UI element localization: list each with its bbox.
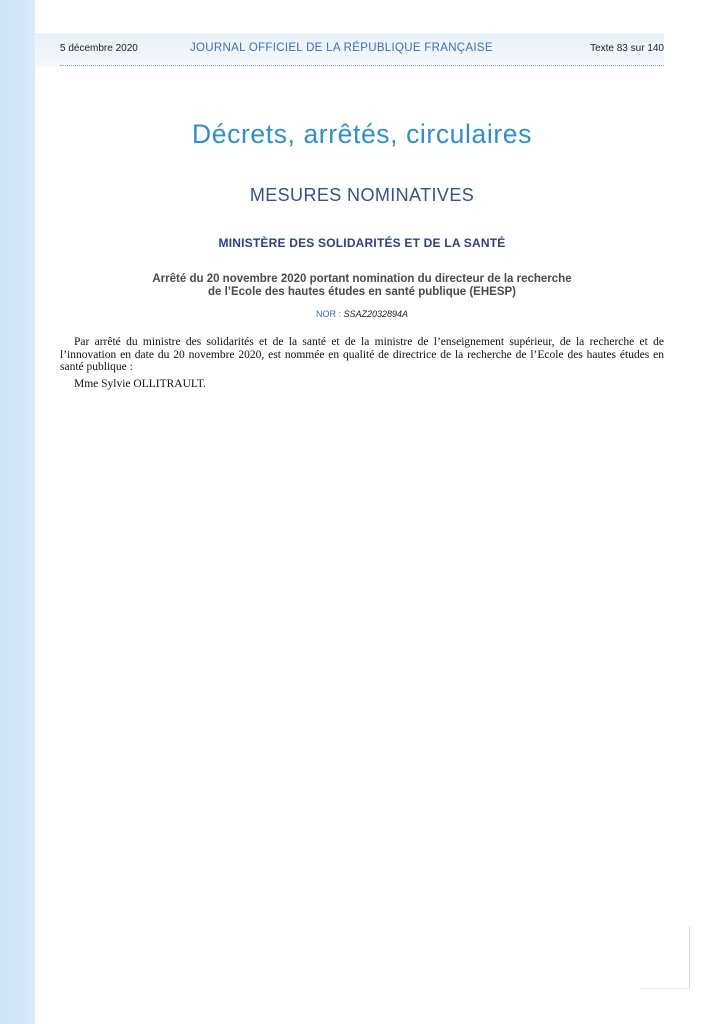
appointee-name: Mme Sylvie OLLITRAULT. — [74, 377, 206, 390]
body-paragraph: Par arrêté du ministre des solidarités et de la santé et de la ministre de l’enseignement supérieur, de la recherche et de l’innovation en date du 20 novembre 2020, est nommée en qualité de directrice de la recherche de l’Ecole des hautes études en santé publique : — [60, 336, 664, 373]
document-body — [60, 336, 664, 390]
section-title: Décrets, arrêtés, circulaires — [192, 119, 532, 149]
text-number: Texte 83 sur 140 — [590, 43, 664, 54]
nor-value: SSAZ2032894A — [343, 309, 409, 319]
header-divider — [60, 65, 664, 66]
arrete-title-line-2: de l’Ecole des hautes études en santé publique (EHESP) — [207, 286, 517, 298]
arrete-title-line-1: Arrêté du 20 novembre 2020 portant nomination du directeur de la recherche — [152, 273, 572, 285]
subsection-title: MESURES NOMINATIVES — [249, 185, 475, 205]
arrete-title — [0, 273, 724, 299]
page-corner-mark-bottom — [640, 988, 690, 989]
publication-date: 5 décembre 2020 — [60, 43, 138, 54]
nor-label: NOR : — [315, 309, 344, 319]
left-margin-band — [0, 0, 35, 1024]
nor-reference — [0, 309, 724, 319]
ministry-heading: MINISTÈRE DES SOLIDARITÉS ET DE LA SANTÉ — [218, 236, 506, 250]
page-corner-mark — [689, 927, 690, 989]
page-header — [60, 42, 664, 58]
journal-title: JOURNAL OFFICIEL DE LA RÉPUBLIQUE FRANÇAISE — [190, 42, 493, 54]
